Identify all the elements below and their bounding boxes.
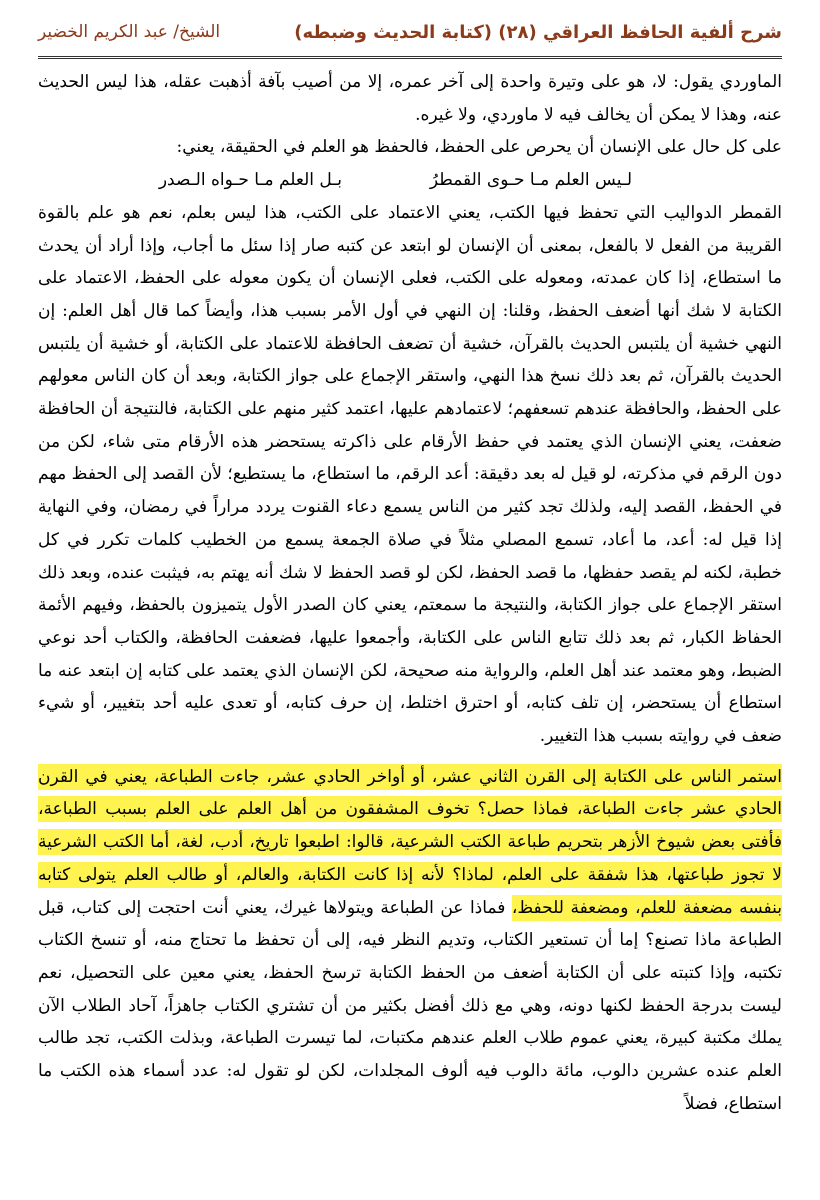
paragraph-qimatr: القمطر الدواليب التي تحفظ فيها الكتب، يعني الاعتماد على الكتب، هذا ليس بعلم، نعم هو علم بالقوة القريبة من الفعل لا بالفعل، بمعنى أن الإنسان لو ابتعد عن كتبه صار إذا سئل ما أجاب، وإذا أراد أن يحدث ما استطاع، إذا كان عمدته، ومعوله على الكتب، فعلى الإنسان أن يكون معوله على الحفظ، الاعتماد على الكتابة لا شك أنها أضعف الحفظ، وقلنا: إن النهي في أول الأمر بسبب هذا، وأيضاً كما قال أهل العلم: إن النهي خشية أن يلتبس الحديث بالقرآن، خشية أن تضعف الحافظة للاعتماد على الكتابة، أو خشية أن يلتبس الحديث بالقرآن، ثم بعد ذلك نسخ هذا النهي، واستقر الإجماع على جواز الكتابة، وبعد أن كان الناس معولهم على الحفظ، والحافظة عندهم تسعفهم؛ لاعتمادهم عليها، اعتمد كثير منهم على الكتابة، فالنتيجة أن الحافظة ضعفت، يعني الإنسان الذي يعتمد في حفظ الأرقام على ذاكرته يستحضر هذه الأرقام متى شاء، لكن من دون الرقم في مذكرته، لو قيل له بعد دقيقة: أعد الرقم، ما استطاع، ما يستطيع؛ لأن القصد إلى الحفظ مهم في الحفظ، القصد إليه، ولذلك تجد كثير من الناس يسمع دعاء القنوت يردد مراراً في رمضان، وفي النهاية إذا قيل له: أعد، ما أعاد، تسمع المصلي مثلاً في صلاة الجمعة يسمع من الخطيب كلمات تكرر في كل خطبة، لكنه لم يقصد حفظها، ما قصد الحفظ، لكن لو قصد الحفظ لا شك أنه يهتم به، فيثبت عنده، وبعد ذلك استقر الإجماع على جواز الكتابة، والنتيجة ما سمعتم، يعني كان الصدر الأول يتميزون بالحفظ، وفيهم الأئمة الحفاظ الكبار، ثم بعد ذلك تتابع الناس على الكتابة، وأجمعوا عليها، فضعفت الحافظة، والكتاب أحد نوعي الضبط، وهو معتمد عند أهل العلم، والرواية منه صحيحة، لكن الإنسان الذي يعتمد على كتابه إن ابتعد عنه ما استطاع أن يستحضر، إن تلف كتابه، أو احترق اختلط، إن حرف كتابه، أو تعدى عليه أحد بتغيير، أو شيء ضعف في روايته بسبب هذا التغيير. bbox=[38, 202, 782, 747]
poem-first-hemistich: لـيس العلم مـا حـوى القمطرُ bbox=[429, 170, 632, 191]
header-divider bbox=[38, 56, 782, 59]
book-title: شرح ألفية الحافظ العراقي (٢٨) (كتابة الحديث وضبطه) bbox=[294, 22, 782, 43]
document-body bbox=[38, 66, 782, 1120]
paragraph-mawardi: الماوردي يقول: لا، هو على وتيرة واحدة إلى آخر عمره، إلا من أصيب بآفة أذهبت عقله، هذا ليس الحديث عنه، وهذا لا يمكن أن يخالف فيه لا ماوردي، ولا غيره. bbox=[38, 72, 782, 125]
paragraph-printing-continuation: فماذا عن الطباعة ويتولاها غيرك، يعني أنت احتجت إلى كتاب، قبل الطباعة ماذا تصنع؟ إما أن تستعير الكتاب، وتديم النظر فيه، إلى أن تحفظ ما تحتاج منه، أو تنسخ الكتاب تكتبه، وإذا كتبته على أن الكتابة أضعف من الحفظ الكتابة ترسخ الحفظ، يعني معين على التحصيل، نعم ليست بدرجة الحفظ لكنها دونه، وهي مع ذلك أفضل بكثير من أن تشتري الكتاب جاهزاً، آحاد الطلاب الآن يملك مكتبة كبيرة، يعني عموم طلاب العلم عندهم مكتبات، لما تيسرت الطباعة، وبذلت الكتب، تجد طالب العلم عنده عشرين دالوب، مائة دالوب فيه ألوف المجلدات، لكن لو تقول له: عدد أسماء هذه الكتب ما استطاع، فضلاً bbox=[38, 897, 783, 1114]
highlighted-text: استمر الناس على الكتابة إلى القرن الثاني عشر، أو أواخر الحادي عشر، جاءت الطباعة، يعني في القرن الحادي عشر جاءت الطباعة، فماذا حصل؟ تخوف المشفقون من أهل العلم على العلم بسبب الطباعة، فأفتى بعض شيوخ الأزهر بتحريم طباعة الكتب الشرعية، قالوا: اطبعوا تاريخ، أدب، لغة، أما الكتب الشرعية لا تجوز طباعتها، هذا شفقة على العلم، لماذا؟ لأنه إذا كانت الكتابة، والعالم، أو طالب العلم يتولى كتابه بنفسه مضعفة للعلم، ومضعفة للحفظ، bbox=[38, 764, 782, 921]
paragraph-printing bbox=[38, 761, 782, 1121]
poem-verse bbox=[38, 164, 782, 197]
poem-second-hemistich: بـل العلم مـا حـواه الـصدر bbox=[158, 170, 342, 191]
author-name: الشيخ/ عبد الكريم الخضير bbox=[38, 22, 221, 42]
page-header bbox=[38, 22, 782, 54]
paragraph-memorization: على كل حال على الإنسان أن يحرص على الحفظ، فالحفظ هو العلم في الحقيقة، يعني: bbox=[176, 137, 782, 158]
